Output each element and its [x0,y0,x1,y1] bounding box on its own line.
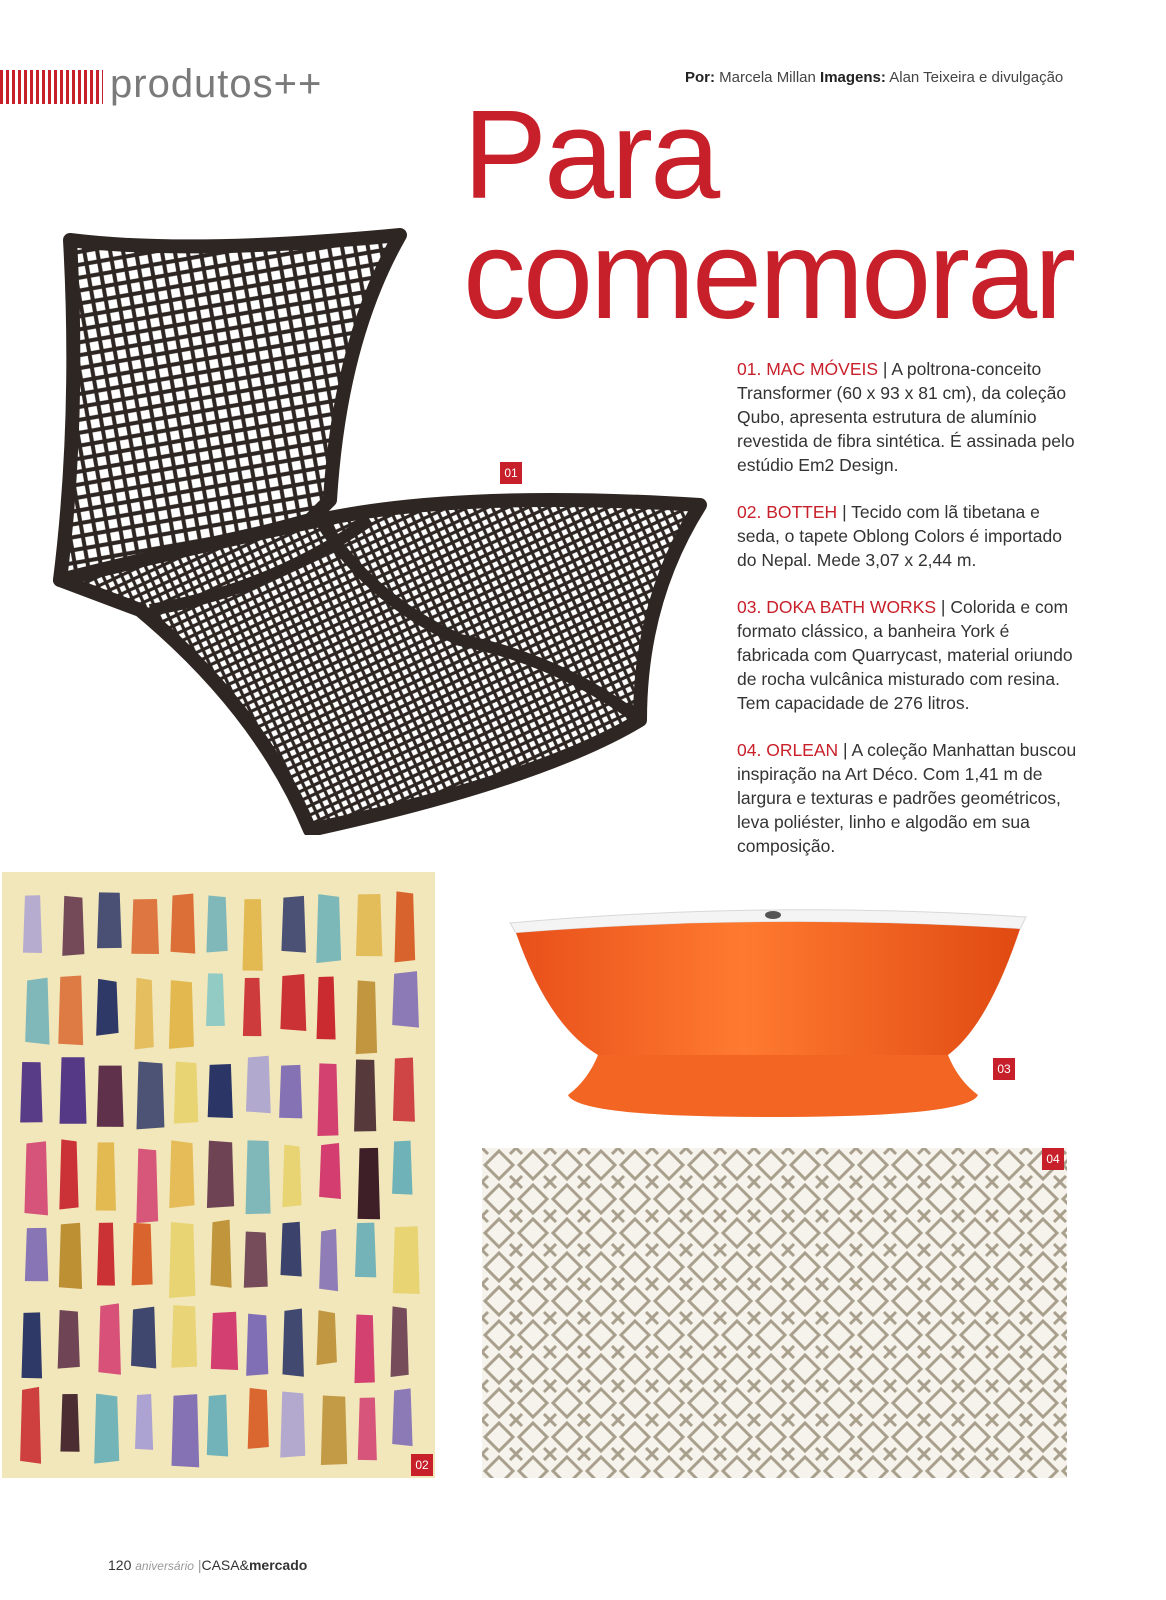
rug-stripe [354,1314,374,1383]
rug-stripe [98,1303,121,1374]
product-item-01 [737,357,1077,477]
product-item-03 [737,595,1077,715]
rug-stripe [23,895,42,953]
badge-01: 01 [500,462,522,484]
rug-stripe [391,1306,409,1377]
byline-por-label: Por: [685,69,715,86]
byline-images-label: Imagens: [820,69,886,86]
item-text: Colorida e com formato clássico, a banheira York é fabricada com Quarrycast, material oriundo de rocha vulcânica misturado com resina. Tem capacidade de 276 litros. [737,597,1073,713]
rug-stripe [319,1229,338,1291]
rug-pattern [2,872,435,1478]
rug-stripe [394,891,415,962]
rug-stripe [316,894,341,963]
rug-stripe [246,1056,271,1114]
item-text: A poltrona-conceito Transformer (60 x 93 x 81 cm), da coleção Qubo, apresenta estrutura de alumínio revestida de fibra sintética. É assinada pelo estúdio Em2 Design. [737,359,1075,475]
rug-stripe [58,1310,80,1369]
rug-stripe [208,1064,233,1118]
title-line-1: Para [463,84,718,225]
byline [685,69,1063,86]
badge-04: 04 [1042,1148,1064,1170]
rug-stripe [355,1223,376,1278]
rug-stripe [393,1057,415,1121]
rug-stripe [392,971,419,1027]
rug-stripe [246,1314,268,1376]
item-brand: DOKA BATH WORKS [766,597,937,617]
item-text: Tecido com lã tibetana e seda, o tapete Oblong Colors é importado do Nepal. Mede 3,07 x 2,44 m. [737,502,1062,570]
rug-stripe [392,1388,412,1446]
byline-images: Alan Teixeira e divulgação [889,69,1064,86]
page-footer: 120 aniversário |CASA&mercado [108,1557,308,1573]
rug-stripe [242,899,262,971]
item-text: A coleção Manhattan buscou inspiração na Art Déco. Com 1,41 m de largura e texturas e padrões geométricos, leva poliéster, linho e algodão em sua composição. [737,740,1077,856]
item-separator: | [940,597,946,617]
rug-stripe [60,1394,79,1452]
rug-stripe [171,1394,199,1467]
item-number: 03. [737,597,762,617]
rug-stripe [281,896,306,953]
rug-stripe [206,973,225,1026]
rug-stripe [22,1312,43,1378]
rug-stripe [174,1062,199,1124]
rug-stripe [211,1312,238,1370]
rug-stripe [135,978,154,1050]
rug-stripe [206,895,227,952]
rug-stripe [97,1223,115,1286]
rug-stripe [392,1141,412,1195]
product-list [737,357,1077,881]
rug-stripe [131,899,159,954]
bathtub-image [508,895,1028,1120]
byline-author: Marcela Millan [719,69,816,86]
rug-manhattan-pattern [482,1148,1067,1478]
rug-stripe [58,976,83,1046]
rug-stripe [97,1066,124,1127]
chair-image [40,220,720,835]
rug-stripe [356,980,377,1054]
rug-stripe [135,1394,153,1450]
rug-stripe [358,1398,377,1461]
rug-stripe [97,892,122,948]
rug-stripe [25,978,49,1045]
rug-stripe [96,1142,116,1210]
title-line-2: comemorar [463,204,1074,345]
rug-stripe [317,977,336,1040]
rug-stripe [317,1310,337,1365]
rug-stripe [132,1223,153,1286]
rug-stripe [356,894,382,956]
rug-stripe [25,1228,48,1281]
rug-stripe [20,1062,42,1123]
rug-stripe [171,894,196,954]
rug-stripe [282,1308,303,1376]
rug-stripe [169,1222,195,1298]
rug-stripe [59,1139,78,1209]
rug-stripe [131,1307,156,1369]
page-number: 120 [108,1557,132,1573]
badge-03: 03 [993,1058,1015,1080]
rug-stripe [96,979,118,1036]
rug-stripe [244,1231,268,1287]
product-item-04 [737,738,1077,858]
badge-02: 02 [411,1454,433,1476]
rug-stripe [280,974,306,1031]
rug-manhattan-image [482,1148,1067,1478]
item-brand: MAC MÓVEIS [766,359,879,379]
rug-stripe [207,1141,234,1208]
rug-stripe [169,980,194,1049]
item-separator: | [842,502,847,522]
rug-stripe [136,1061,164,1129]
rug-stripe [319,1143,341,1199]
rug-stripe [94,1394,119,1464]
rug-stripe [358,1148,380,1219]
item-number: 02. [737,502,762,522]
item-separator: | [843,740,848,760]
item-number: 01. [737,359,762,379]
rug-stripe [169,1140,194,1208]
item-number: 04. [737,740,762,760]
rug-stripe [60,1057,87,1124]
rug-stripe [62,896,84,956]
rug-stripe [136,1148,158,1223]
rug-stripe [282,1145,301,1208]
rug-stripe [321,1396,347,1466]
rug-stripe [393,1226,420,1294]
rug-stripe [280,1391,305,1457]
rug-stripe [246,1140,271,1214]
rug-stripe [59,1223,82,1289]
item-separator: | [882,359,888,379]
rug-stripe [24,1141,48,1215]
rug-stripe [279,1065,302,1118]
item-brand: BOTTEH [766,502,838,522]
rug-stripe [354,1059,376,1131]
section-stripes [0,70,103,104]
rug-stripe [243,978,262,1036]
footer-edition: aniversário [135,1559,194,1573]
rug-stripe [280,1222,301,1277]
rug-stripe [171,1305,197,1368]
rug-stripe [207,1394,228,1456]
rug-stripe [20,1387,41,1464]
rug-stripe [210,1220,231,1288]
section-title: produtos++ [110,62,323,106]
footer-magazine: CASA&mercado [201,1557,308,1573]
rug-oblong-colors-image [2,872,435,1478]
rug-stripe [248,1388,269,1449]
product-item-02 [737,500,1077,572]
rug-stripe [317,1063,338,1136]
item-brand: ORLEAN [766,740,839,760]
